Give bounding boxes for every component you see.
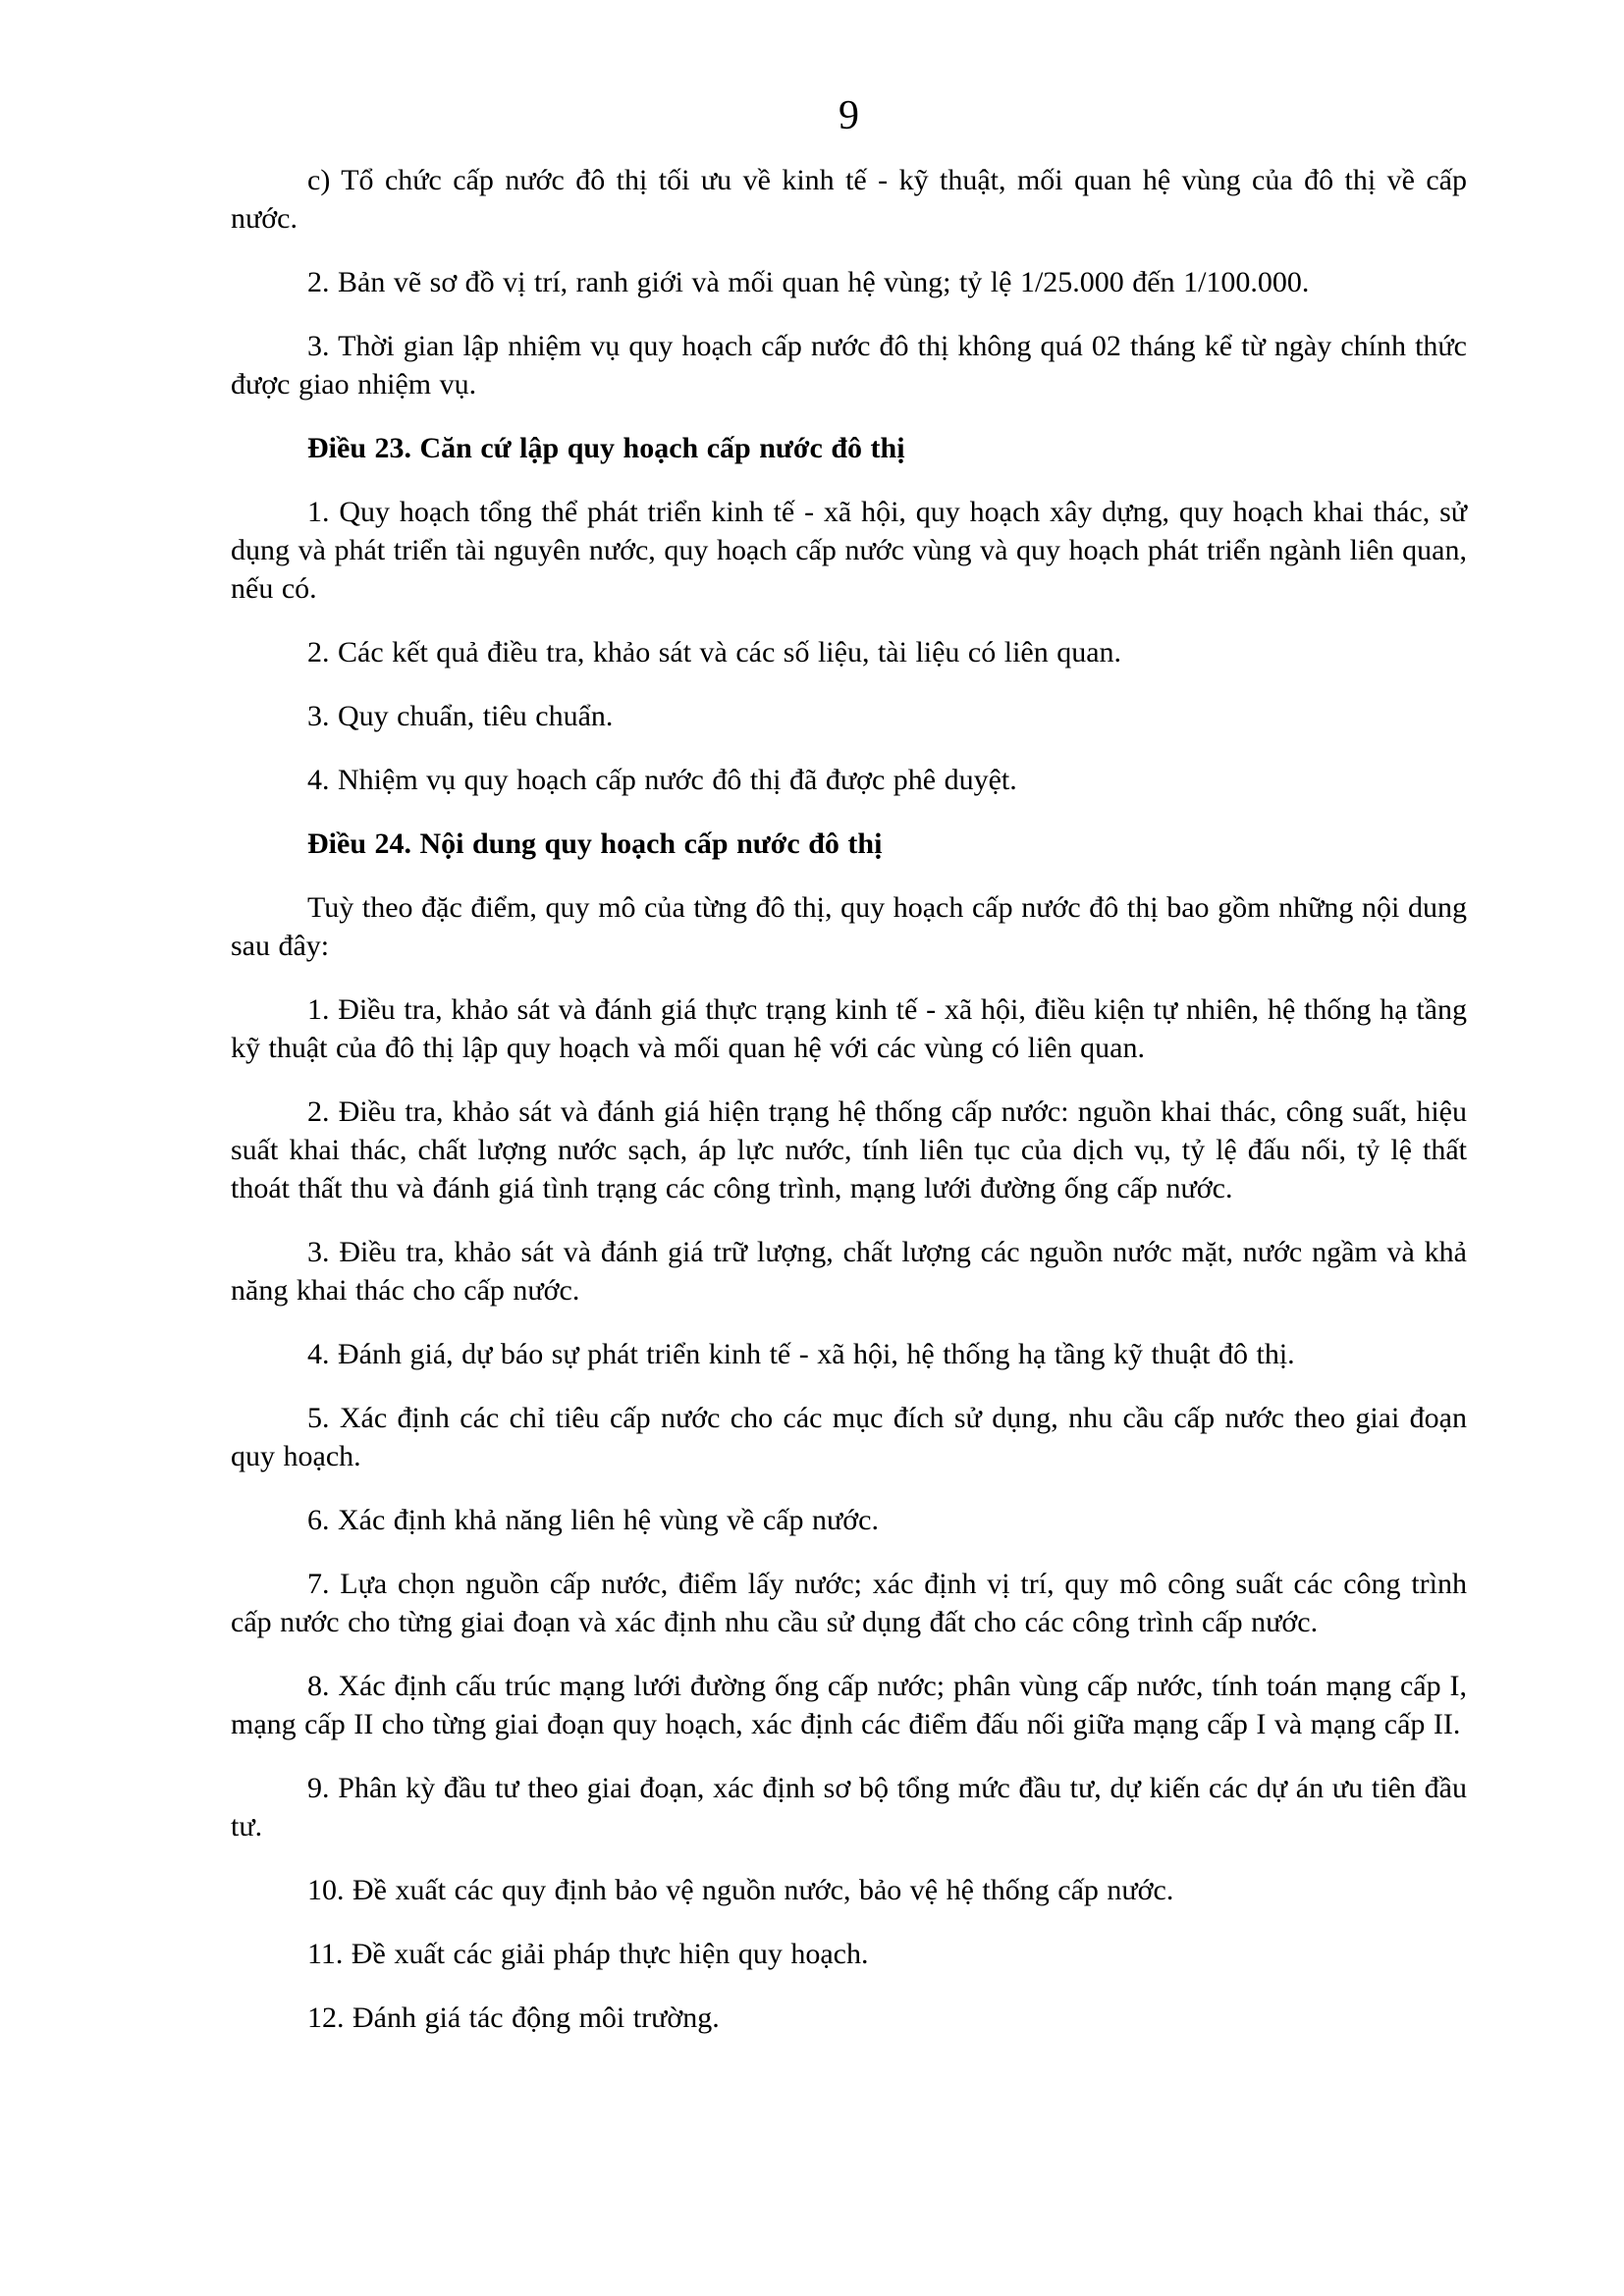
dieu24-item-8: 8. Xác định cấu trúc mạng lưới đường ống cấp nước; phân vùng cấp nước, tính toán mạng cấp I, mạng cấp II cho từng giai đoạn quy hoạch, xác định các điểm đấu nối giữa mạng cấp I và mạng cấp II. [231,1670,1467,1740]
dieu23-item-4: 4. Nhiệm vụ quy hoạch cấp nước đô thị đã được phê duyệt. [307,764,1017,796]
dieu23-item-1: 1. Quy hoạch tổng thể phát triển kinh tế - xã hội, quy hoạch xây dựng, quy hoạch khai thác, sử dụng và phát triển tài nguyên nước, quy hoạch cấp nước vùng và quy hoạch phát triển ngành liên quan, nếu có. [231,496,1467,605]
dieu24-item-12: 12. Đánh giá tác động môi trường. [307,2002,720,2034]
paragraph-item-2-drawing: 2. Bản vẽ sơ đồ vị trí, ranh giới và mối quan hệ vùng; tỷ lệ 1/25.000 đến 1/100.000. [307,266,1310,298]
dieu24-item-7: 7. Lựa chọn nguồn cấp nước, điểm lấy nước; xác định vị trí, quy mô công suất các công trình cấp nước cho từng giai đoạn và xác định nhu cầu sử dụng đất cho các công trình cấp nước. [231,1568,1467,1638]
paragraph-point-c: c) Tổ chức cấp nước đô thị tối ưu về kinh tế - kỹ thuật, mối quan hệ vùng của đô thị về cấp nước. [231,164,1467,235]
dieu24-item-3: 3. Điều tra, khảo sát và đánh giá trữ lượng, chất lượng các nguồn nước mặt, nước ngầm và khả năng khai thác cho cấp nước. [231,1236,1467,1307]
dieu24-item-2: 2. Điều tra, khảo sát và đánh giá hiện trạng hệ thống cấp nước: nguồn khai thác, công suất, hiệu suất khai thác, chất lượng nước sạch, áp lực nước, tính liên tục của dịch vụ, tỷ lệ đấu nối, tỷ lệ thất thoát thất thu và đánh giá tình trạng các công trình, mạng lưới đường ống cấp nước. [231,1095,1467,1204]
dieu24-item-6: 6. Xác định khả năng liên hệ vùng về cấp nước. [307,1504,879,1536]
dieu24-item-9: 9. Phân kỳ đầu tư theo giai đoạn, xác định sơ bộ tổng mức đầu tư, dự kiến các dự án ưu tiên đầu tư. [231,1772,1467,1842]
dieu24-item-11: 11. Đề xuất các giải pháp thực hiện quy hoạch. [307,1938,869,1970]
dieu24-item-10: 10. Đề xuất các quy định bảo vệ nguồn nước, bảo vệ hệ thống cấp nước. [307,1874,1174,1906]
heading-dieu-23: Điều 23. Căn cứ lập quy hoạch cấp nước đô thị [307,432,905,464]
dieu24-intro: Tuỳ theo đặc điểm, quy mô của từng đô thị, quy hoạch cấp nước đô thị bao gồm những nội dung sau đây: [231,891,1467,962]
dieu24-item-1: 1. Điều tra, khảo sát và đánh giá thực trạng kinh tế - xã hội, điều kiện tự nhiên, hệ thống hạ tầng kỹ thuật của đô thị lập quy hoạch và mối quan hệ với các vùng có liên quan. [231,993,1467,1064]
dieu24-item-4: 4. Đánh giá, dự báo sự phát triển kinh tế - xã hội, hệ thống hạ tầng kỹ thuật đô thị. [307,1338,1295,1370]
page-number: 9 [839,93,859,138]
paragraph-item-3-duration: 3. Thời gian lập nhiệm vụ quy hoạch cấp nước đô thị không quá 02 tháng kể từ ngày chính thức được giao nhiệm vụ. [231,330,1467,400]
heading-dieu-24: Điều 24. Nội dung quy hoạch cấp nước đô thị [307,828,883,860]
dieu23-item-3: 3. Quy chuẩn, tiêu chuẩn. [307,700,614,732]
dieu23-item-2: 2. Các kết quả điều tra, khảo sát và các số liệu, tài liệu có liên quan. [307,636,1122,668]
dieu24-item-5: 5. Xác định các chỉ tiêu cấp nước cho các mục đích sử dụng, nhu cầu cấp nước theo giai đoạn quy hoạch. [231,1402,1467,1472]
